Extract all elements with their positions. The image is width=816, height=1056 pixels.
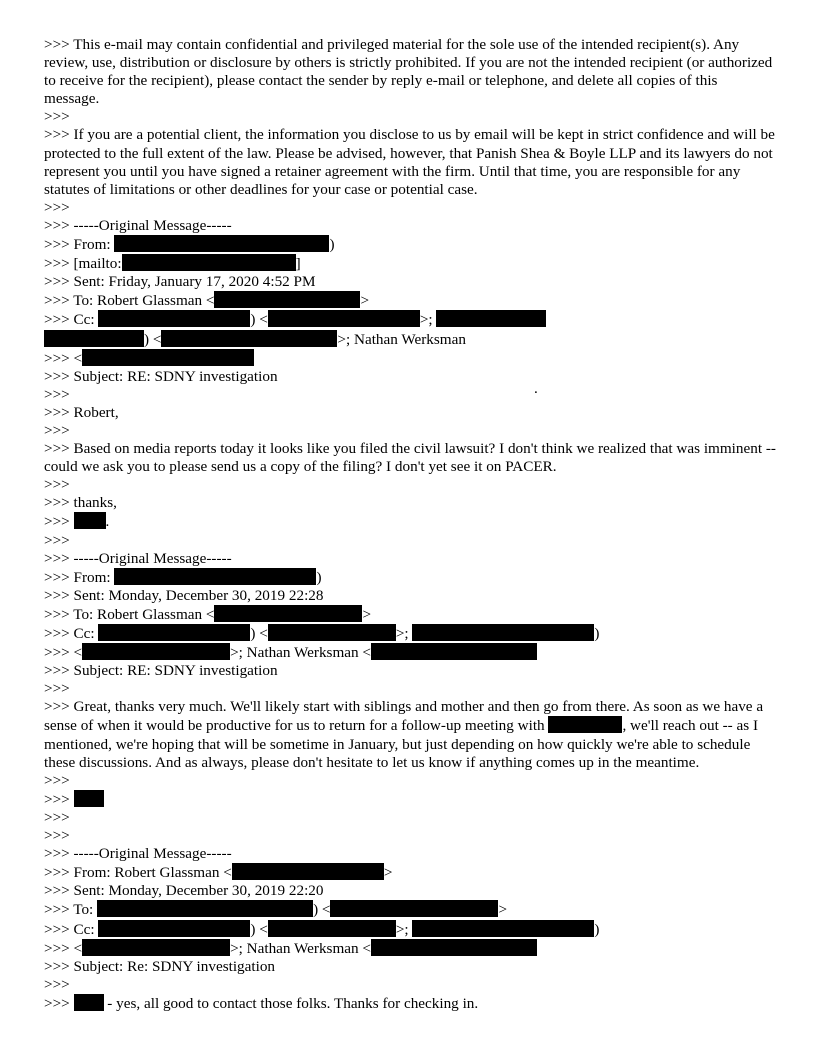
msg3-sent: >>> Sent: Monday, December 30, 2019 22:20 [44,882,324,900]
redaction-block [74,790,104,807]
email-thread [44,36,776,1013]
quote-blank: >>> [44,680,70,698]
redaction-block [268,624,396,641]
quote-blank: >>> [44,108,70,126]
quote-blank: >>> [44,198,70,216]
redaction-block [371,939,537,956]
redaction-block [44,330,144,347]
redaction-block [82,349,254,366]
redaction-block [74,994,104,1011]
quote-blank: >>> [44,476,70,494]
msg1-greeting: >>> Robert, [44,403,119,421]
redaction-block [412,624,594,641]
quote-blank: >>> [44,808,70,826]
msg3-cc: >>> Cc: ) < >; ) [44,920,600,938]
stray-mark: . [534,380,538,397]
msg1-body: >>> Based on media reports today it looks like you filed the civil lawsuit? I don't think we realized that was imminent -- could we ask you to please send us a copy of the filing? I don't yet see it on PACER. [44,440,776,476]
msg1-sent: >>> Sent: Friday, January 17, 2020 4:52 PM [44,273,316,291]
msg2-cc: >>> Cc: ) < >; ) [44,625,600,642]
original-message-marker: >>> -----Original Message----- [44,216,232,234]
redaction-block [74,512,106,529]
msg3-cc-continued: >>> < >; Nathan Werksman < [44,939,776,958]
redaction-block [232,863,384,880]
msg1-signoff: >>> thanks, [44,494,117,512]
redaction-block [371,643,537,660]
disclaimer-potential-client: >>> If you are a potential client, the information you disclose to us by email will be kept in strict confidence and will be protected to the full extent of the law. Please be advised, however, that Panish Shea & Boyle LLP and its lawyers do not represent you until you have signed a retainer agreement with the firm. Until that time, you are responsible for any statutes of limitations or other deadlines for your case or potential case. [44,126,775,198]
redaction-block [412,920,594,937]
quote-blank: >>> [44,975,70,993]
quote-blank: >>> [44,385,70,403]
redaction-block [122,254,296,271]
msg2-to: >>> To: Robert Glassman < > [44,605,372,623]
msg2-cc-continued: >>> < >; Nathan Werksman < [44,643,776,662]
redaction-block [548,716,622,733]
msg1-subject: >>> Subject: RE: SDNY investigation [44,367,278,385]
redaction-block [97,900,313,917]
msg3-body: >>> - yes, all good to contact those folks. Thanks for checking in. [44,994,479,1012]
msg2-body: >>> Great, thanks very much. We'll likely start with siblings and mother and then go from there. As soon as we have a sense of when it would be productive for us to return for a follow-up meeting with , we'll reach out -- as I mentioned, we're hoping that will be sometime in January, but just depending on how quickly we're able to schedule these discussions. And as always, please don't hesitate to let us know if anything comes up in the meantime. [44,698,764,771]
redaction-block [330,900,498,917]
msg2-subject: >>> Subject: RE: SDNY investigation [44,662,278,680]
quote-blank: >>> [44,531,70,549]
msg3-from: >>> From: Robert Glassman < > [44,864,393,882]
msg1-to: >>> To: Robert Glassman < > [44,292,370,310]
msg2-sent: >>> Sent: Monday, December 30, 2019 22:28 [44,586,324,604]
redaction-block [214,291,360,308]
msg3-to: >>> To: ) < > [44,901,508,919]
disclaimer-confidential: >>> This e-mail may contain confidential and privileged material for the sole use of the intended recipient(s). Any review, use, distribution or disclosure by others is strictly prohibited. If you are not the intended recipient (or authorized to receive for the recipient), please contact the sender by reply e-mail or telephone, and delete all copies of this message. [44,36,773,108]
msg2-signature: >>> [44,790,776,809]
msg1-cc-continued: ) < >; Nathan Werksman [44,330,776,349]
quote-blank: >>> [44,827,70,845]
redaction-block [82,643,230,660]
original-message-marker: >>> -----Original Message----- [44,549,232,567]
redaction-block [114,235,329,252]
msg1-cc-continued: >>> < [44,349,776,368]
redaction-block [98,310,250,327]
redaction-block [82,939,230,956]
msg1-from: >>> From: ) [44,236,335,254]
quote-blank: >>> [44,421,70,439]
msg3-subject: >>> Subject: Re: SDNY investigation [44,957,276,975]
redaction-block [214,605,362,622]
msg1-mailto: >>> [mailto: ] [44,255,301,273]
msg2-from: >>> From: ) [44,568,322,586]
redaction-block [98,920,250,937]
msg1-signature: >>> . [44,513,110,531]
original-message-marker: >>> -----Original Message----- [44,845,232,863]
msg1-cc: >>> Cc: ) < >; [44,310,776,329]
redaction-block [161,330,337,347]
redaction-block [268,920,396,937]
quote-blank: >>> [44,771,70,789]
redaction-block [436,310,546,327]
redaction-block [98,624,250,641]
redaction-block [114,568,316,585]
redaction-block [268,310,420,327]
